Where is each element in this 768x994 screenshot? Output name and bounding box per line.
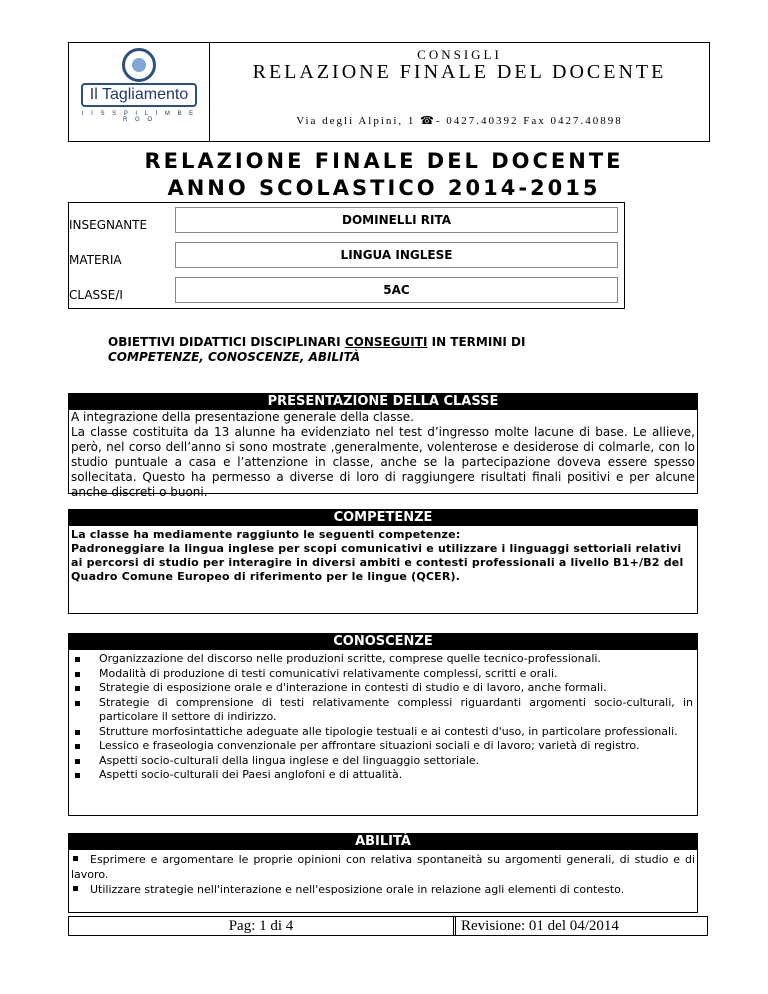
list-item: Aspetti socio-culturali dei Paesi anglofoni e di attualità. — [73, 768, 693, 783]
materia-value: LINGUA INGLESE — [175, 242, 618, 268]
bullet-square-icon — [73, 886, 78, 891]
conoscenze-section — [68, 633, 698, 816]
objectives-line2: COMPETENZE, CONOSCENZE, ABILITÀ — [108, 350, 361, 364]
bullet-square-icon — [73, 856, 78, 861]
abilita-item-text: Esprimere e argomentare le proprie opinioni con relativa spontaneità su argomenti generali, di studio e di lavoro. — [71, 853, 695, 881]
logo-subtext: I I S S P I L I M B E R G O — [81, 111, 197, 123]
objectives-part2: IN TERMINI DI — [427, 335, 526, 349]
info-row-insegnante — [69, 203, 624, 238]
list-item: Aspetti socio-culturali della lingua inglese e del linguaggio settoriale. — [73, 754, 693, 769]
header-consigli: CONSIGLI — [417, 47, 502, 62]
presentazione-header: PRESENTAZIONE DELLA CLASSE — [69, 394, 697, 410]
list-item: Strategie di comprensione di testi relativamente complessi riguardanti argomenti socio-culturali, in particolare il settore di indirizzo. — [73, 696, 693, 725]
info-row-materia — [69, 238, 624, 273]
objectives-part1: OBIETTIVI DIDATTICI DISCIPLINARI — [108, 335, 345, 349]
header-address: Via degli Alpini, 1 ☎- 0427.40392 Fax 0427.40898 — [296, 115, 623, 127]
competenze-text2: Padroneggiare la lingua inglese per scopi comunicativi e utilizzare i linguaggi settoriali relativi ai percorsi di studio per interagire in diversi ambiti e contesti professionali a livello B1+/B2 del Quadro Comune Europeo di riferimento per le lingue (QCER). — [71, 542, 684, 583]
competenze-header: COMPETENZE — [69, 510, 697, 526]
page-number: Pag: 1 di 4 — [69, 917, 454, 935]
info-row-classe — [69, 273, 624, 308]
classe-label: CLASSE/I — [69, 288, 123, 302]
list-item: Strutture morfosintattiche adeguate alle tipologie testuali e ai contesti d'uso, in particolare professionali. — [73, 725, 693, 740]
logo-text: Il Tagliamento — [89, 86, 189, 103]
abilita-section — [68, 833, 698, 913]
info-table — [68, 202, 625, 309]
presentazione-section — [68, 393, 698, 499]
logo-box — [81, 83, 197, 107]
abilita-header: ABILITÀ — [69, 834, 697, 850]
abilita-item — [69, 882, 697, 897]
header-title: RELAZIONE FINALE DEL DOCENTE — [252, 61, 667, 83]
conoscenze-list — [69, 650, 697, 783]
objectives-underlined: CONSEGUITI — [344, 335, 428, 349]
classe-value: 5AC — [175, 277, 618, 303]
main-title-line2: ANNO SCOLASTICO 2014-2015 — [167, 176, 601, 200]
abilita-item-text: Utilizzare strategie nell'interazione e nell'esposizione orale in relazione agli elementi di contesto. — [90, 883, 625, 896]
competenze-section — [68, 509, 698, 614]
school-logo — [69, 43, 210, 141]
objectives-heading — [108, 335, 525, 365]
presentazione-text2: La classe costituita da 13 alunne ha evidenziato nel test d’ingresso molte lacune di base. Le allieve, però, nel corso dell’anno si sono mostrate ,generalmente, volenterose e desiderose di colmarle, con lo studio puntuale a casa e l’attenzione in classe, anche se la partecipazione doveva essere spesso sollecitata. Questo ha permesso a diverse di loro di raggiungere risultati finali positivi e per alcune anche discreti o buoni. — [71, 425, 695, 499]
page-footer — [68, 916, 708, 936]
materia-label: MATERIA — [69, 253, 122, 267]
competenze-text1: La classe ha mediamente raggiunto le seguenti competenze: — [71, 528, 461, 541]
insegnante-value: DOMINELLI RITA — [175, 207, 618, 233]
list-item: Modalità di produzione di testi comunicativi relativamente complessi, scritti e orali. — [73, 667, 693, 682]
abilita-item — [69, 850, 697, 882]
main-title-line1: RELAZIONE FINALE DEL DOCENTE — [144, 149, 624, 173]
conoscenze-header: CONOSCENZE — [69, 634, 697, 650]
presentazione-text1: A integrazione della presentazione generale della classe. — [71, 410, 414, 424]
list-item: Organizzazione del discorso nelle produzioni scritte, comprese quelle tecnico-professionali. — [73, 652, 693, 667]
list-item: Strategie di esposizione orale e d'interazione in contesti di studio e di lavoro, anche formali. — [73, 681, 693, 696]
list-item: Lessico e fraseologia convenzionale per affrontare situazioni sociali e di lavoro; varietà di registro. — [73, 739, 693, 754]
document-header — [68, 42, 710, 142]
insegnante-label: INSEGNANTE — [69, 218, 148, 232]
header-title-cell — [210, 43, 709, 141]
revision-info: Revisione: 01 del 04/2014 — [461, 918, 619, 934]
logo-emblem-icon — [122, 48, 156, 82]
